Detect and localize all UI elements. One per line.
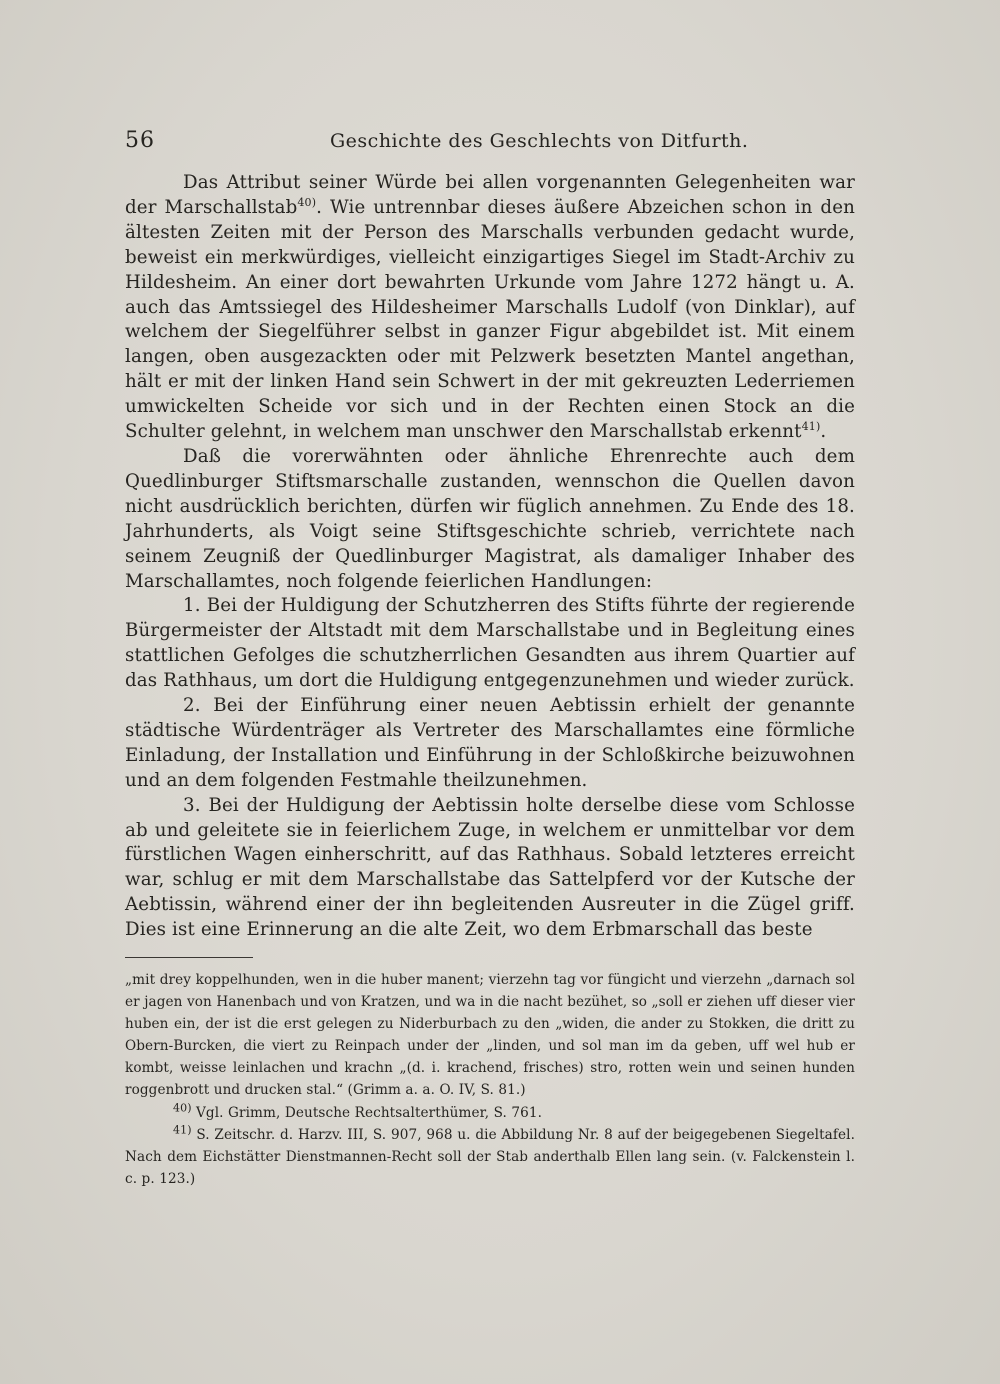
footnote-41-text: S. Zeitschr. d. Harzv. III, S. 907, 968 u. die Abbildung Nr. 8 auf der beigegebenen Siegeltafel. Nach dem Eichstätter Dienstmannen-Recht soll der Stab anderthalb Ellen lang sein. (v. Falckenstein l. c. p. 123.) — [125, 1126, 855, 1187]
paragraph-1-text-cont: . Wie untrennbar dieses äußere Abzeichen schon in den ältesten Zeiten mit der Person des Marschalls verbunden gedacht wurde, beweist ein merkwürdiges, vielleicht einzigartiges Siegel im Stadt-Archiv zu Hildesheim. An einer dort bewahrten Urkunde vom Jahre 1272 hängt u. A. auch das Amtssiegel des Hildesheimer Marschalls Ludolf (von Dinklar), auf welchem der Siegelführer selbst in ganzer Figur abgebildet ist. Mit einem langen, oben ausgezackten oder mit Pelzwerk besetzten Mantel angethan, hält er mit der linken Hand sein Schwert in der mit gekreuzten Lederriemen umwickelten Scheide vor sich und in der Rechten einen Stock an die Schulter gelehnt, in welchem man unschwer den Marschallstab erkennt — [125, 196, 855, 443]
page-number: 56 — [125, 128, 155, 153]
footnote-40-mark: 40) — [173, 1101, 192, 1115]
page-header — [125, 128, 855, 158]
list-item-1: 1. Bei der Huldigung der Schutzherren des Stifts führte der regierende Bürgermeister der Altstadt mit dem Marschallstabe und in Begleitung eines stattlichen Gefolges die schutzherrlichen Gesandten aus ihrem Quartier auf das Rathhaus, um dort die Huldigung entgegenzunehmen und wieder zurück. — [125, 595, 855, 692]
paragraph-1-text-end: . — [820, 421, 827, 443]
footnote-40 — [125, 1102, 855, 1124]
footnote-40-text: Vgl. Grimm, Deutsche Rechtsalterthümer, S. 761. — [191, 1104, 543, 1121]
list-item-2: 2. Bei der Einführung einer neuen Aebtissin erhielt der genannte städtische Würdenträger als Vertreter des Marschallamtes eine förmliche Einladung, der Installation und Einführung in der Schloßkirche beizuwohnen und an dem folgenden Festmahle theilzunehmen. — [125, 695, 855, 791]
paragraph-1-text: Das Attribut seiner Würde bei allen vorgenannten Gelegenheiten war der Marschallstab — [125, 172, 855, 218]
footnote-divider — [125, 957, 253, 958]
paragraph-1 — [125, 171, 855, 445]
main-text — [125, 171, 855, 943]
footnotes — [125, 969, 855, 1190]
footnote-41 — [125, 1124, 855, 1190]
footnote-ref-40: 40) — [297, 195, 317, 209]
footnote-quote: „mit drey koppelhunden, wen in die huber manent; vierzehn tag vor füngicht und vierzehn „darnach sol er jagen von Hanenbach und von Kratzen, und wa in die nacht bezühet, so „soll er ziehen uff dieser vier huben ein, der ist die erst gelegen zu Niderburbach zu den „widen, die ander zu Stokken, die dritt zu Obern-Burcken, die viert zu Reinpach under der „linden, und sol man im da geben, uff wel hub er kombt, weisse leinlachen und krachn „(d. i. krachend, frisches) stro, rotten wein und seinen hunden roggenbrott und drucken stal.“ (Grimm a. a. O. IV, S. 81.) — [125, 972, 855, 1099]
footnote-41-mark: 41) — [173, 1123, 192, 1137]
footnote-ref-41: 41) — [801, 420, 821, 433]
paragraph-2: Daß die vorerwähnten oder ähnliche Ehrenrechte auch dem Quedlinburger Stiftsmarschalle zustanden, wennschon die Quellen davon nicht ausdrücklich berichten, dürfen wir füglich annehmen. Zu Ende des 18. Jahrhunderts, als Voigt seine Stiftsgeschichte schrieb, verrichtete nach seinem Zeugniß der Quedlinburger Magistrat, als damaliger Inhaber des Marschallamtes, noch folgende feierlichen Handlungen: — [125, 445, 855, 592]
running-title: Geschichte des Geschlechts von Ditfurth. — [330, 130, 749, 152]
list-item-3: 3. Bei der Huldigung der Aebtissin holte derselbe diese vom Schlosse ab und geleitete sie in feierlichem Zuge, in welchem er unmittelbar vor dem fürstlichen Wagen einherschritt, auf das Rathhaus. Sobald letzteres erreicht war, schlug er mit dem Marschallstabe das Sattelpferd vor der Kutsche der Aebtissin, während einer der ihn begleitenden Ausreuter in die Zügel griff. Dies ist eine Erinnerung an die alte Zeit, wo dem Erbmarschall das beste — [125, 794, 855, 941]
